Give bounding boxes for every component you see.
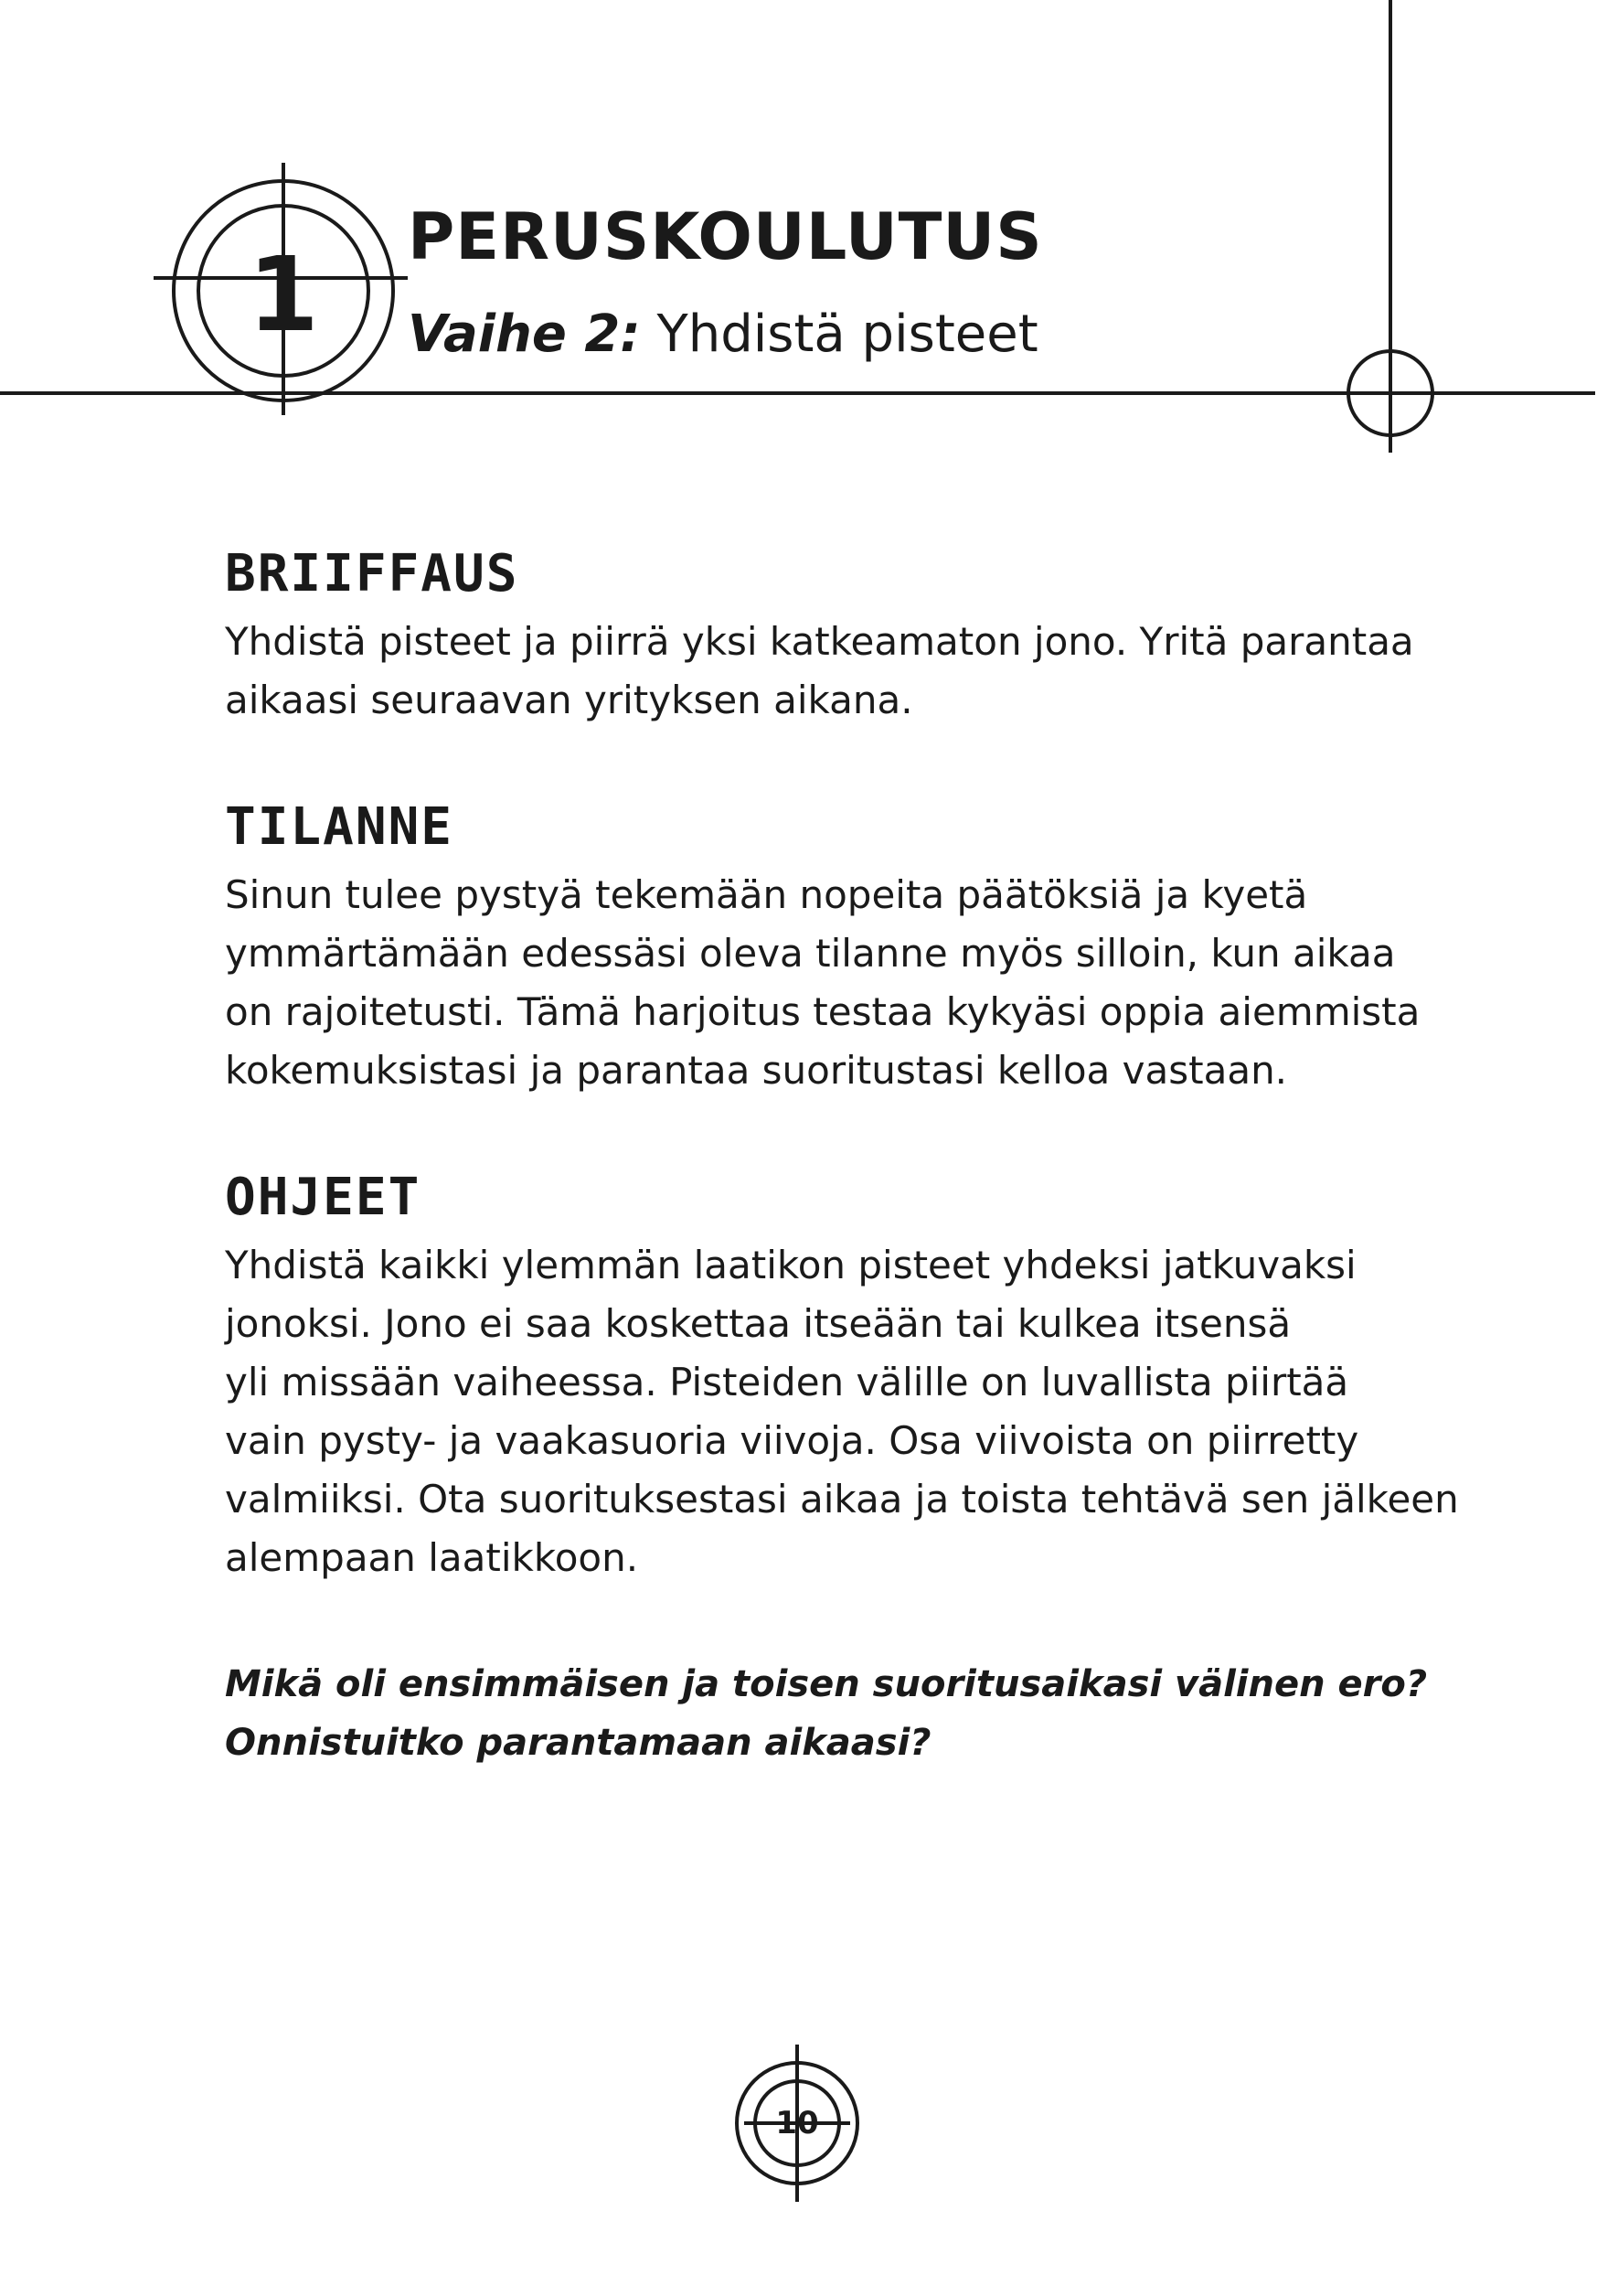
body-line: Yhdistä pisteet ja piirrä yksi katkeamaton jono. Yritä parantaa	[225, 619, 1414, 664]
body-line: on rajoitetusti. Tämä harjoitus testaa kykyäsi oppia aiemmista	[225, 989, 1421, 1034]
section-briiffaus	[225, 544, 1441, 730]
body-line: valmiiksi. Ota suorituksestasi aikaa ja toista tehtävä sen jälkeen	[225, 1477, 1459, 1522]
question-line: Mikä oli ensimmäisen ja toisen suoritusaikasi välinen ero?	[225, 1663, 1428, 1705]
section-heading: OHJEET	[225, 1168, 421, 1227]
reflection-question	[225, 1655, 1441, 1772]
section-body	[225, 613, 1441, 730]
body-line: ymmärtämään edessäsi oleva tilanne myös silloin, kun aikaa	[225, 931, 1396, 976]
section-heading: TILANNE	[225, 797, 454, 857]
body-line: alempaan laatikkoon.	[225, 1535, 639, 1580]
subtitle-text: Yhdistä pisteet	[640, 304, 1038, 364]
section-body	[225, 1236, 1459, 1587]
question-line: Onnistuitko parantamaan aikaasi?	[225, 1722, 932, 1764]
subtitle-step: Vaihe 2:	[408, 304, 641, 364]
body-line: jonoksi. Jono ei saa koskettaa itseään tai kulkea itsensä	[225, 1301, 1292, 1346]
body-line: Sinun tulee pystyä tekemään nopeita päätöksiä ja kyetä	[225, 872, 1308, 917]
body-line: vain pysty- ja vaakasuoria viivoja. Osa viivoista on piirretty	[225, 1418, 1359, 1463]
section-ohjeet	[225, 1168, 1459, 1587]
chapter-subtitle	[408, 304, 1038, 364]
chapter-title: PERUSKOULUTUS	[408, 199, 1043, 274]
section-body	[225, 866, 1441, 1100]
body-line: aikaasi seuraavan yrityksen aikana.	[225, 678, 913, 722]
page-number: 10	[775, 2105, 819, 2141]
main-content	[225, 544, 1459, 1772]
section-heading: BRIIFFAUS	[225, 544, 519, 603]
body-line: Yhdistä kaikki ylemmän laatikon pisteet yhdeksi jatkuvaksi	[225, 1243, 1357, 1287]
body-line: kokemuksistasi ja parantaa suoritustasi kelloa vastaan.	[225, 1048, 1288, 1093]
body-line: yli missään vaiheessa. Pisteiden välille on luvallista piirtää	[225, 1360, 1349, 1404]
section-tilanne	[225, 797, 1441, 1100]
chapter-number: 1	[248, 236, 319, 355]
